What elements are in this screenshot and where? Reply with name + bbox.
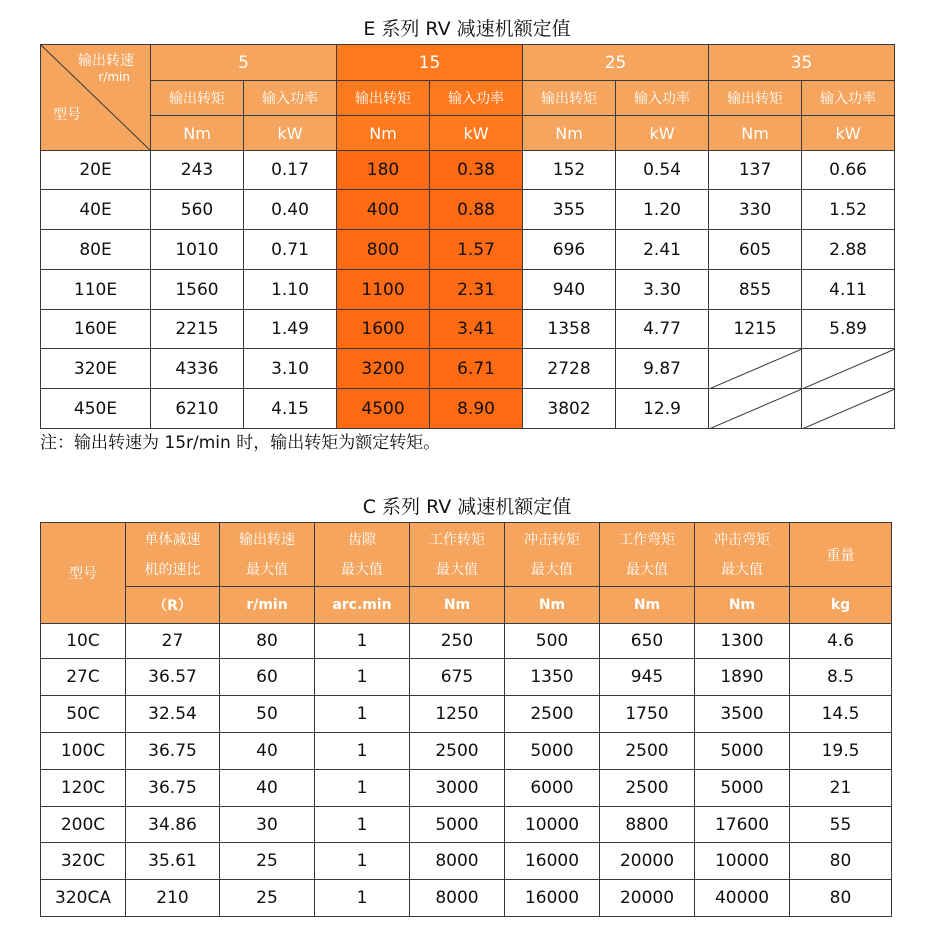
power-cell: 1.49 bbox=[244, 310, 337, 349]
ratio-cell: 36.57 bbox=[126, 659, 220, 696]
unit-work-torque: Nm bbox=[410, 587, 505, 624]
power-cell: 0.88 bbox=[430, 190, 523, 230]
torque-cell: 355 bbox=[523, 190, 616, 230]
shock-moment-cell: 1300 bbox=[695, 624, 790, 659]
sub-header-torque: 输出转矩 bbox=[337, 81, 430, 116]
shock-torque-cell: 10000 bbox=[505, 807, 600, 843]
shock-torque-cell: 16000 bbox=[505, 880, 600, 917]
header-work-torque bbox=[410, 523, 505, 587]
torque-cell: 3200 bbox=[337, 349, 430, 389]
speed-header-15: 15 bbox=[337, 45, 523, 81]
model-cell: 200C bbox=[41, 807, 126, 843]
table-row bbox=[41, 310, 895, 349]
unit-shock-moment: Nm bbox=[695, 587, 790, 624]
weight-cell: 8.5 bbox=[790, 659, 892, 696]
shock-torque-cell: 500 bbox=[505, 624, 600, 659]
shock-moment-cell: 17600 bbox=[695, 807, 790, 843]
header-backlash bbox=[315, 523, 410, 587]
power-cell: 2.41 bbox=[616, 230, 709, 270]
power-cell: 0.66 bbox=[802, 151, 895, 190]
header-line: 最大值 bbox=[531, 561, 573, 578]
work-torque-cell: 5000 bbox=[410, 807, 505, 843]
model-cell: 120C bbox=[41, 770, 126, 807]
shock-moment-cell: 5000 bbox=[695, 733, 790, 770]
model-cell: 320C bbox=[41, 843, 126, 880]
speed-header-5: 5 bbox=[151, 45, 337, 81]
table-row bbox=[41, 151, 895, 190]
slash-line bbox=[709, 389, 802, 429]
weight-cell: 14.5 bbox=[790, 696, 892, 733]
weight-cell: 80 bbox=[790, 880, 892, 917]
table-row bbox=[41, 349, 895, 389]
weight-cell: 4.6 bbox=[790, 624, 892, 659]
model-cell: 110E bbox=[41, 270, 151, 310]
torque-cell: 152 bbox=[523, 151, 616, 190]
ratio-cell: 210 bbox=[126, 880, 220, 917]
header-work-moment bbox=[600, 523, 695, 587]
power-cell: 0.54 bbox=[616, 151, 709, 190]
torque-cell: 4500 bbox=[337, 389, 430, 429]
sub-header-power: 输入功率 bbox=[430, 81, 523, 116]
shock-torque-cell: 5000 bbox=[505, 733, 600, 770]
ratio-cell: 34.86 bbox=[126, 807, 220, 843]
table-row bbox=[41, 880, 892, 917]
backlash-cell: 1 bbox=[315, 733, 410, 770]
torque-cell: 696 bbox=[523, 230, 616, 270]
header-line: 冲击弯矩 bbox=[714, 531, 770, 548]
work-moment-cell: 650 bbox=[600, 624, 695, 659]
speed-cell: 25 bbox=[220, 880, 315, 917]
torque-cell: 1600 bbox=[337, 310, 430, 349]
torque-cell: 560 bbox=[151, 190, 244, 230]
weight-cell: 55 bbox=[790, 807, 892, 843]
work-moment-cell: 1750 bbox=[600, 696, 695, 733]
unit-shock-torque: Nm bbox=[505, 587, 600, 624]
speed-cell: 40 bbox=[220, 733, 315, 770]
header-speed bbox=[220, 523, 315, 587]
model-cell: 50C bbox=[41, 696, 126, 733]
torque-cell: 6210 bbox=[151, 389, 244, 429]
model-cell: 20E bbox=[41, 151, 151, 190]
empty-slash-cell bbox=[709, 349, 802, 389]
header-line: 最大值 bbox=[246, 561, 288, 578]
power-cell: 2.88 bbox=[802, 230, 895, 270]
backlash-cell: 1 bbox=[315, 696, 410, 733]
power-cell: 4.11 bbox=[802, 270, 895, 310]
work-moment-cell: 945 bbox=[600, 659, 695, 696]
power-cell: 6.71 bbox=[430, 349, 523, 389]
power-cell: 3.10 bbox=[244, 349, 337, 389]
torque-cell: 330 bbox=[709, 190, 802, 230]
torque-cell: 800 bbox=[337, 230, 430, 270]
power-cell: 0.17 bbox=[244, 151, 337, 190]
shock-torque-cell: 6000 bbox=[505, 770, 600, 807]
power-cell: 0.38 bbox=[430, 151, 523, 190]
unit-ratio: （R） bbox=[126, 587, 220, 624]
torque-cell: 605 bbox=[709, 230, 802, 270]
torque-cell: 1010 bbox=[151, 230, 244, 270]
speed-cell: 40 bbox=[220, 770, 315, 807]
power-cell: 0.40 bbox=[244, 190, 337, 230]
speed-cell: 50 bbox=[220, 696, 315, 733]
table-row bbox=[41, 696, 892, 733]
work-torque-cell: 1250 bbox=[410, 696, 505, 733]
unit-work-moment: Nm bbox=[600, 587, 695, 624]
ratio-cell: 32.54 bbox=[126, 696, 220, 733]
torque-cell: 243 bbox=[151, 151, 244, 190]
unit-weight: kg bbox=[790, 587, 892, 624]
speed-header-25: 25 bbox=[523, 45, 709, 81]
sub-header-power: 输入功率 bbox=[616, 81, 709, 116]
work-moment-cell: 2500 bbox=[600, 770, 695, 807]
corner-speed-label: 输出转速 bbox=[78, 53, 134, 69]
header-line: 单体减速 bbox=[144, 531, 201, 548]
unit-nm: Nm bbox=[709, 116, 802, 151]
backlash-cell: 1 bbox=[315, 807, 410, 843]
weight-cell: 80 bbox=[790, 843, 892, 880]
power-cell: 9.87 bbox=[616, 349, 709, 389]
header-ratio bbox=[126, 523, 220, 587]
speed-cell: 60 bbox=[220, 659, 315, 696]
header-line: 最大值 bbox=[626, 561, 668, 578]
backlash-cell: 1 bbox=[315, 843, 410, 880]
power-cell: 0.71 bbox=[244, 230, 337, 270]
unit-speed: r/min bbox=[220, 587, 315, 624]
ratio-cell: 36.75 bbox=[126, 733, 220, 770]
corner-speed-unit: r/min bbox=[98, 70, 130, 84]
torque-cell: 1100 bbox=[337, 270, 430, 310]
torque-cell: 3802 bbox=[523, 389, 616, 429]
power-cell: 2.31 bbox=[430, 270, 523, 310]
torque-cell: 2728 bbox=[523, 349, 616, 389]
model-cell: 40E bbox=[41, 190, 151, 230]
unit-backlash: arc.min bbox=[315, 587, 410, 624]
work-torque-cell: 250 bbox=[410, 624, 505, 659]
empty-slash-cell bbox=[802, 349, 895, 389]
torque-cell: 940 bbox=[523, 270, 616, 310]
work-moment-cell: 2500 bbox=[600, 733, 695, 770]
backlash-cell: 1 bbox=[315, 880, 410, 917]
table-row bbox=[41, 270, 895, 310]
shock-moment-cell: 40000 bbox=[695, 880, 790, 917]
e-series-table bbox=[40, 44, 895, 429]
unit-kw: kW bbox=[802, 116, 895, 151]
weight-cell: 19.5 bbox=[790, 733, 892, 770]
shock-moment-cell: 1890 bbox=[695, 659, 790, 696]
header-line: 工作转矩 bbox=[429, 531, 485, 548]
power-cell: 12.9 bbox=[616, 389, 709, 429]
sub-header-power: 输入功率 bbox=[244, 81, 337, 116]
torque-cell: 180 bbox=[337, 151, 430, 190]
header-line: 最大值 bbox=[436, 561, 478, 578]
weight-cell: 21 bbox=[790, 770, 892, 807]
table-row bbox=[41, 843, 892, 880]
model-cell: 320E bbox=[41, 349, 151, 389]
sub-header-torque: 输出转矩 bbox=[523, 81, 616, 116]
empty-slash-cell bbox=[709, 389, 802, 429]
model-cell: 80E bbox=[41, 230, 151, 270]
model-cell: 160E bbox=[41, 310, 151, 349]
slash-line bbox=[802, 349, 895, 389]
speed-cell: 30 bbox=[220, 807, 315, 843]
speed-header-35: 35 bbox=[709, 45, 895, 81]
work-torque-cell: 8000 bbox=[410, 880, 505, 917]
work-torque-cell: 3000 bbox=[410, 770, 505, 807]
header-weight bbox=[790, 523, 892, 587]
shock-torque-cell: 1350 bbox=[505, 659, 600, 696]
sub-header-torque: 输出转矩 bbox=[151, 81, 244, 116]
corner-model-label: 型号 bbox=[53, 107, 81, 123]
power-cell: 3.30 bbox=[616, 270, 709, 310]
work-torque-cell: 2500 bbox=[410, 733, 505, 770]
work-torque-cell: 8000 bbox=[410, 843, 505, 880]
header-line: 齿隙 bbox=[348, 531, 376, 548]
header-line: 最大值 bbox=[341, 561, 383, 578]
table-row bbox=[41, 190, 895, 230]
model-cell: 27C bbox=[41, 659, 126, 696]
power-cell: 3.41 bbox=[430, 310, 523, 349]
torque-cell: 855 bbox=[709, 270, 802, 310]
ratio-cell: 35.61 bbox=[126, 843, 220, 880]
table-row bbox=[41, 807, 892, 843]
model-cell: 450E bbox=[41, 389, 151, 429]
header-line: 最大值 bbox=[721, 561, 763, 578]
power-cell: 1.57 bbox=[430, 230, 523, 270]
work-moment-cell: 20000 bbox=[600, 880, 695, 917]
table-row bbox=[41, 230, 895, 270]
header-shock-moment bbox=[695, 523, 790, 587]
shock-torque-cell: 2500 bbox=[505, 696, 600, 733]
torque-cell: 4336 bbox=[151, 349, 244, 389]
unit-nm: Nm bbox=[337, 116, 430, 151]
power-cell: 1.10 bbox=[244, 270, 337, 310]
model-cell: 10C bbox=[41, 624, 126, 659]
header-line: 机的速比 bbox=[144, 561, 201, 578]
power-cell: 4.15 bbox=[244, 389, 337, 429]
table-row bbox=[41, 659, 892, 696]
speed-cell: 80 bbox=[220, 624, 315, 659]
c-series-title: C 系列 RV 减速机额定值 bbox=[362, 496, 572, 518]
sub-header-torque: 输出转矩 bbox=[709, 81, 802, 116]
empty-slash-cell bbox=[802, 389, 895, 429]
power-cell: 4.77 bbox=[616, 310, 709, 349]
power-cell: 5.89 bbox=[802, 310, 895, 349]
unit-nm: Nm bbox=[151, 116, 244, 151]
sub-header-power: 输入功率 bbox=[802, 81, 895, 116]
torque-cell: 1215 bbox=[709, 310, 802, 349]
slash-line bbox=[802, 389, 895, 429]
unit-kw: kW bbox=[616, 116, 709, 151]
table-row bbox=[41, 770, 892, 807]
work-moment-cell: 8800 bbox=[600, 807, 695, 843]
shock-moment-cell: 5000 bbox=[695, 770, 790, 807]
header-line: 输出转速 bbox=[239, 531, 295, 548]
ratio-cell: 36.75 bbox=[126, 770, 220, 807]
shock-torque-cell: 16000 bbox=[505, 843, 600, 880]
c-series-table bbox=[40, 522, 892, 917]
unit-nm: Nm bbox=[523, 116, 616, 151]
e-table-note: 注：输出转速为 15r/min 时，输出转矩为额定转矩。 bbox=[40, 433, 441, 453]
header-model bbox=[41, 523, 126, 624]
power-cell: 8.90 bbox=[430, 389, 523, 429]
unit-kw: kW bbox=[430, 116, 523, 151]
torque-cell: 400 bbox=[337, 190, 430, 230]
slash-line bbox=[709, 349, 802, 389]
torque-cell: 2215 bbox=[151, 310, 244, 349]
header-shock-torque bbox=[505, 523, 600, 587]
power-cell: 1.52 bbox=[802, 190, 895, 230]
torque-cell: 1560 bbox=[151, 270, 244, 310]
table-row bbox=[41, 624, 892, 659]
speed-cell: 25 bbox=[220, 843, 315, 880]
shock-moment-cell: 10000 bbox=[695, 843, 790, 880]
power-cell: 1.20 bbox=[616, 190, 709, 230]
torque-cell: 1358 bbox=[523, 310, 616, 349]
model-cell: 100C bbox=[41, 733, 126, 770]
shock-moment-cell: 3500 bbox=[695, 696, 790, 733]
backlash-cell: 1 bbox=[315, 624, 410, 659]
table-row bbox=[41, 389, 895, 429]
work-moment-cell: 20000 bbox=[600, 843, 695, 880]
torque-cell: 137 bbox=[709, 151, 802, 190]
backlash-cell: 1 bbox=[315, 659, 410, 696]
table-row bbox=[41, 733, 892, 770]
header-line: 工作弯矩 bbox=[619, 531, 675, 548]
header-line: 冲击转矩 bbox=[524, 531, 580, 548]
work-torque-cell: 675 bbox=[410, 659, 505, 696]
model-cell: 320CA bbox=[41, 880, 126, 917]
corner-header-cell bbox=[41, 45, 151, 151]
unit-kw: kW bbox=[244, 116, 337, 151]
header-label: 重量 bbox=[826, 547, 855, 564]
ratio-cell: 27 bbox=[126, 624, 220, 659]
header-label: 型号 bbox=[69, 566, 97, 582]
e-series-title: E 系列 RV 减速机额定值 bbox=[363, 18, 571, 40]
backlash-cell: 1 bbox=[315, 770, 410, 807]
